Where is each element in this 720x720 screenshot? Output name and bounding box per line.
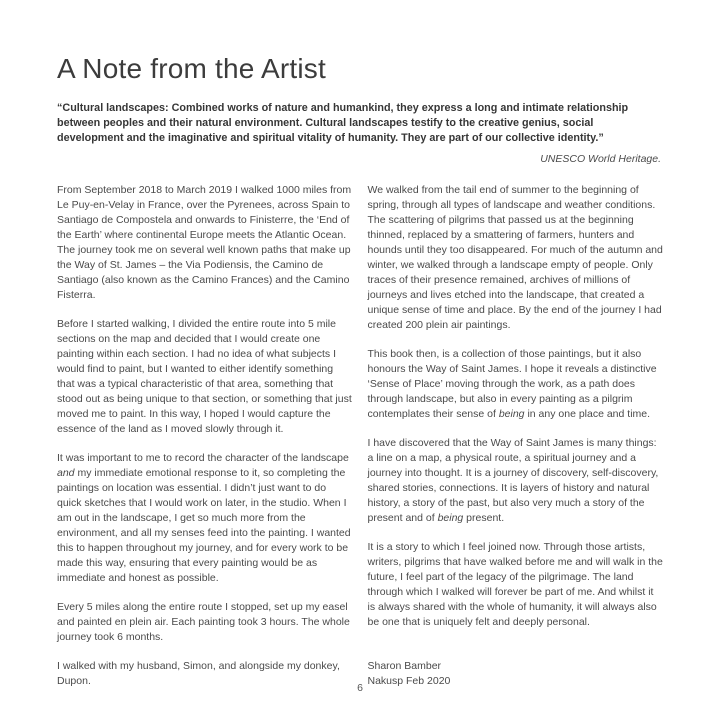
paragraph: I have discovered that the Way of Saint James is many things: a line on a map, a physical route, a spiritual journey and a journey into thought. It is a journey of discovery, self-discovery, shared stories, connections. It is layers of history and natural history, a story of the past, but also very much a story of the present and of being present. (367, 436, 659, 524)
paragraph: Before I started walking, I divided the entire route into 5 mile sections on the map and decided that I would create one painting within each section. I had no idea of what subjects I would find to paint, but I wanted to either identify something that was a typical characteristic of that area, something that stood out as being unique to that section, or something that just moved me to paint. In this way, I hoped I would capture the essence of the land as I moved slowly through it. (57, 317, 352, 435)
paragraph: It was important to me to record the character of the landscape and my immediate emotional response to it, so completing the paintings on location was essential. I didn’t just want to do quick sketches that I would work on later, in the studio. When I am out in the landscape, I get so much more from the environment, and all my senses feed into the painting. I wanted this to happen throughout my journey, and for every work to be made this way, ensuring that every painting would be as immediate and honest as possible. (57, 451, 351, 584)
signature: Sharon Bamber Nakusp Feb 2020 (367, 659, 451, 687)
paragraph: We walked from the tail end of summer to the beginning of spring, through all types of landscape and weather conditions. The scattering of pilgrims that passed us at the beginning thinned, replaced by a smattering of farmers, hunters and hounds until they too disappeared. For much of the autumn and winter, we walked through a landscape empty of people. Only traces of their presence remained, archives of millions of journeys and lives etched into the landscape, that created a unique sense of time and place. By the end of the journey I had created 200 plein air paintings. (367, 183, 663, 331)
page-title: A Note from the Artist (57, 53, 326, 84)
left-column (57, 183, 353, 703)
unesco-quote: “Cultural landscapes: Combined works of nature and humankind, they express a long and intimate relationship between peoples and their natural environment. Cultural landscapes testify to the creative genius, social development and the imaginative and spiritual vitality of humanity. They are part of our collective identity.” (57, 101, 629, 144)
page-number: 6 (357, 682, 363, 694)
quote-attribution: UNESCO World Heritage. (540, 152, 661, 165)
paragraph: Every 5 miles along the entire route I stopped, set up my easel and painted en plein air. Each painting took 3 hours. The whole journey took 6 months. (57, 600, 350, 643)
paragraph: From September 2018 to March 2019 I walked 1000 miles from Le Puy-en-Velay in France, over the Pyrenees, across Spain to Santiago de Compostela and onwards to Finisterre, the ‘End of the Earth’ where continental Europe meets the Atlantic Ocean. The journey took me on several well known paths that make up the Way of St. James – the Via Podiensis, the Camino de Santiago (also known as the Camino Frances) and the Camino Fisterra. (57, 183, 352, 301)
body-columns (57, 183, 663, 703)
right-column (368, 183, 664, 703)
paragraph: I walked with my husband, Simon, and alongside my donkey, Dupon. (57, 659, 340, 687)
paragraph: This book then, is a collection of those paintings, but it also honours the Way of Saint James. I hope it reveals a distinctive ‘Sense of Place’ moving through the work, as a path does through landscape, but also in every painting as a pilgrim contemplates their sense of being in any one place and time. (367, 347, 657, 420)
book-page (57, 0, 663, 720)
paragraph: It is a story to which I feel joined now. Through those artists, writers, pilgrims that have walked before me and will walk in the future, I feel part of the legacy of the pilgrimage. The land through which I walked will forever be part of me. And whilst it is always shared with the whole of humanity, it will always also be one that is uniquely felt and deeply personal. (367, 540, 663, 628)
